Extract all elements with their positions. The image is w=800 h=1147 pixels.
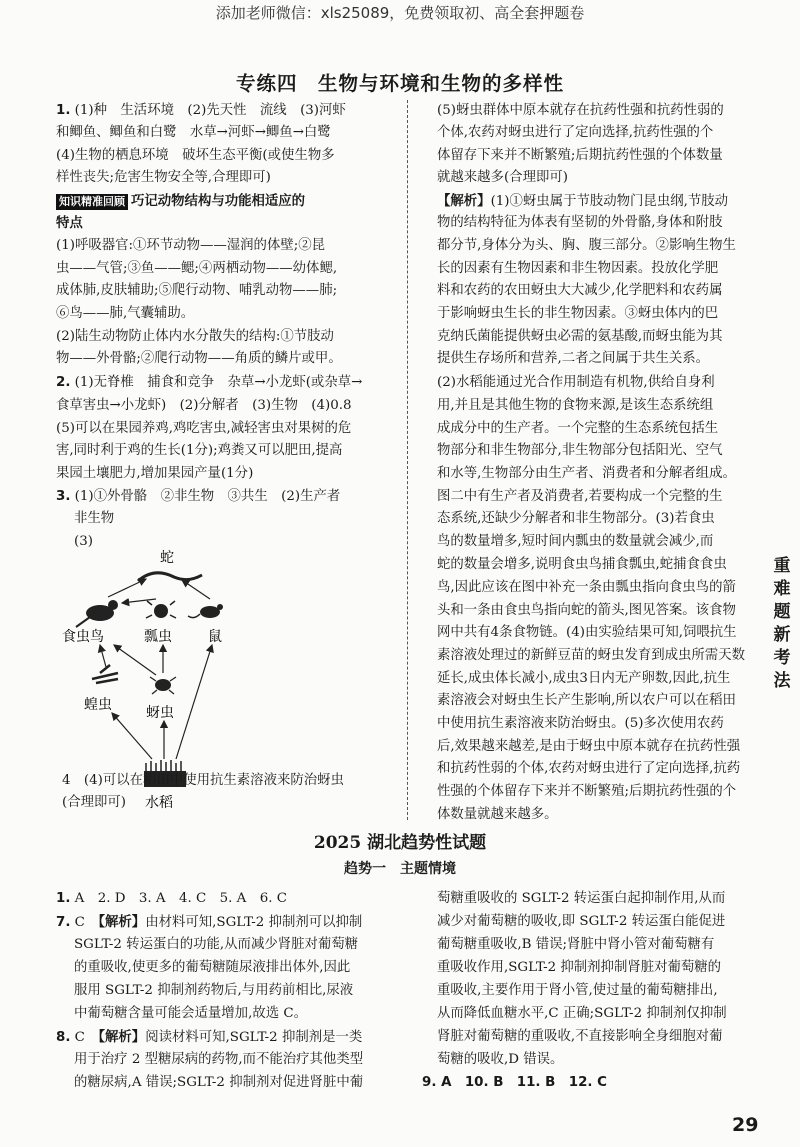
page-title: 专练四 生物与环境和生物的多样性 bbox=[235, 72, 564, 95]
page-header: 添加老师微信：xls25089，免费领取初、高全套押题卷 bbox=[215, 4, 585, 22]
right-line: 中使用抗生素溶液来防治蚜虫。(5)多次使用农药 bbox=[437, 716, 724, 731]
snake-icon bbox=[138, 573, 202, 581]
q3-line: 4 (4)可以在稻田中使用抗生素溶液来防治蚜虫 bbox=[62, 773, 344, 788]
tip-badge: 知识精准回顾 bbox=[56, 194, 128, 210]
q8-continued-line: 萄糖重吸收的 SGLT-2 转运蛋白起抑制作用,从而 bbox=[437, 891, 726, 906]
locust-icon bbox=[92, 665, 118, 683]
q3-line: (合理即可) bbox=[62, 795, 127, 810]
q8-line: 的糖尿病,A 错误;SGLT-2 抑制剂对促进肾脏中葡 bbox=[74, 1075, 364, 1090]
right-line: 网中共有4条食物链。(4)由实验结果可知,饲喂抗生 bbox=[437, 625, 737, 640]
right-line: 个体,农药对蚜虫进行了定向选择,抗药性强的个 bbox=[437, 125, 714, 140]
q1-line: 1. (1)种 生活环境 (2)先天性 流线 (3)河虾 bbox=[56, 103, 346, 118]
right-line: (2)水稻能通过光合作用制造有机物,供给自身利 bbox=[437, 375, 715, 390]
tip-line: (1)呼吸器官:①环节动物——湿润的体壁;②昆 bbox=[56, 238, 326, 253]
q3-line: 3. (1)①外骨骼 ②非生物 ③共生 (2)生产者 bbox=[56, 489, 341, 504]
node-aphid-label: 蚜虫 bbox=[146, 705, 174, 721]
right-line: 素溶液会对蚜虫生长产生影响,所以农户可以在稻田 bbox=[437, 693, 736, 708]
right-line: 性强的个体留存下来并不断繁殖;后期抗药性强的个 bbox=[437, 784, 737, 799]
right-line: 体留存下来并不断繁殖;后期抗药性强的个体数量 bbox=[437, 148, 723, 163]
q8-continued-line: 减少对葡萄糖的吸收,即 SGLT-2 转运蛋白能促进 bbox=[437, 914, 726, 929]
q1-line: 和鲫鱼、鲫鱼和白鹭 水草→河虾→鲫鱼→白鹭 bbox=[56, 125, 331, 140]
right-line: 用,并且是其他生物的食物来源,是该生态系统组 bbox=[437, 398, 714, 413]
q2-line: 果园土壤肥力,增加果园产量(1分) bbox=[56, 466, 254, 481]
q7-line: 服用 SGLT-2 抑制剂药物后,与用药前相比,尿液 bbox=[74, 983, 354, 998]
right-line: 头和一条由食虫鸟指向蛇的箭头,图见答案。该食物 bbox=[437, 603, 736, 618]
arrow-ladybug-bird bbox=[122, 599, 156, 603]
q8-continued-line: 肾脏对葡萄糖的重吸收,不直接影响全身细胞对葡 bbox=[437, 1029, 723, 1044]
right-line: 延长,成虫体长减小,成虫3日内无产卵数,因此,抗生 bbox=[437, 671, 731, 686]
arrow-rice-mouse bbox=[176, 645, 212, 759]
right-line: (5)蚜虫群体中原本就存在抗药性强和抗药性弱的 bbox=[437, 103, 724, 118]
arrow-bird-snake bbox=[108, 579, 146, 597]
answer-line: 9. A 10. B 11. B 12. C bbox=[422, 1075, 607, 1090]
node-ladybug-label: 瓢虫 bbox=[144, 629, 172, 645]
node-snake-label: 蛇 bbox=[160, 550, 174, 566]
right-line: 素溶液处理过的新鲜豆苗的蚜虫发育到成虫所需天数 bbox=[437, 648, 745, 663]
right-line: 就越来越多(合理即可) bbox=[437, 170, 568, 185]
q2-line: 2. (1)无脊椎 捕食和竞争 杂草→小龙虾(或杂草→ bbox=[56, 375, 363, 390]
arrow-mouse-snake bbox=[182, 580, 210, 599]
column-divider bbox=[407, 100, 408, 820]
q7-line: 的重吸收,使更多的葡萄糖随尿液排出体外,因此 bbox=[74, 960, 351, 975]
node-locust-label: 蝗虫 bbox=[84, 697, 112, 713]
ladybug-icon bbox=[146, 601, 176, 618]
answer-line: 1. A 2. D 3. A 4. C 5. A 6. C bbox=[56, 891, 288, 906]
q8-continued-line: 重吸收作用,SGLT-2 抑制剂抑制肾脏对葡萄糖的 bbox=[437, 960, 722, 975]
right-line: 克纳氏菌能提供蚜虫必需的氨基酸,而蚜虫能为其 bbox=[437, 329, 723, 344]
q1-line: (4)生物的栖息环境 破坏生态平衡(或使生物多 bbox=[56, 148, 335, 163]
q1-line: 样性丧失;危害生物安全等,合理即可) bbox=[56, 170, 271, 185]
arrow-locust-bird bbox=[100, 645, 106, 667]
right-line: 和水等,生物部分由生产者、消费者和分解者组成。 bbox=[437, 466, 736, 481]
tip-line: (2)陆生动物防止体内水分散失的结构:①节肢动 bbox=[56, 329, 334, 344]
right-line: 和抗药性弱的个体,农药对蚜虫进行了定向选择,抗药 bbox=[437, 761, 741, 776]
right-line: 都分节,身体分为头、胸、腹三部分。②影响生物生 bbox=[437, 238, 736, 253]
q7-line: 7. C 【解析】由材料可知,SGLT-2 抑制剂可以抑制 bbox=[56, 914, 363, 930]
right-line: 后,效果越来越差,是由于蚜虫中原本就存在抗药性强 bbox=[437, 739, 741, 754]
right-line: 图二中有生产者及消费者,若要构成一个完整的生 bbox=[437, 489, 723, 504]
right-line: 鸟的数量增多,短时间内瓢虫的数量就会减少,而 bbox=[437, 534, 714, 549]
q2-line: (5)可以在果园养鸡,鸡吃害虫,减轻害虫对果树的危 bbox=[56, 421, 352, 436]
q3-line: 非生物 bbox=[74, 511, 115, 526]
tip-line: 物——外骨骼;②爬行动物——角质的鳞片或甲。 bbox=[56, 351, 342, 366]
right-line: 物部分和非生物部分,非生物部分包括阳光、空气 bbox=[437, 443, 723, 458]
tip-line: 成体肺,皮肤辅助;⑤爬行动物、哺乳动物——肺; bbox=[56, 283, 338, 298]
right-line: 鸟,因此应该在图中补充一条由瓢虫指向食虫鸟的箭 bbox=[437, 580, 736, 595]
right-line: 蛇的数量会增多,说明食虫鸟捕食瓢虫,蛇捕食食虫 bbox=[437, 557, 727, 572]
aphid-icon bbox=[150, 677, 176, 694]
q8-line: 8. C 【解析】阅读材料可知,SGLT-2 抑制剂是一类 bbox=[56, 1029, 363, 1045]
q2-line: 害,同时利于鸡的生长(1分);鸡粪又可以肥田,提高 bbox=[56, 443, 343, 458]
tip-line: ⑥鸟——肺,气囊辅助。 bbox=[56, 306, 195, 321]
right-line: 提供生存场所和营养,二者之间属于共生关系。 bbox=[437, 351, 710, 366]
right-line: 料和农药的农田蚜虫大大减少,化学肥料和农药属 bbox=[437, 283, 723, 298]
right-line: 态系统,还缺少分解者和非生物部分。(3)若食虫 bbox=[437, 511, 715, 526]
right-line: 成成分中的生产者。一个完整的生态系统包括生 bbox=[437, 421, 719, 436]
node-rice-label: 水稻 bbox=[145, 795, 173, 811]
mouse-icon bbox=[188, 604, 223, 618]
node-mouse-label: 鼠 bbox=[208, 629, 222, 645]
node-bird-label: 食虫鸟 bbox=[62, 629, 104, 645]
q3-line: (3) bbox=[74, 534, 93, 549]
q2-line: 食草害虫→小龙虾) (2)分解者 (3)生物 (4)0.8 bbox=[56, 398, 352, 413]
q8-continued-line: 萄糖的吸收,D 错误。 bbox=[437, 1052, 564, 1067]
right-line: 物的结构特征为体表有坚韧的外骨骼,身体和附肢 bbox=[437, 215, 723, 230]
q8-line: 用于治疗 2 型糖尿病的药物,而不能治疗其他类型 bbox=[74, 1052, 364, 1067]
tip-heading: 知识精准回顾 巧记动物结构与功能相适应的 bbox=[56, 190, 305, 212]
q7-line: 中葡萄糖含量可能会适量增加,故选 C。 bbox=[74, 1006, 308, 1021]
section-title: 2025 湖北趋势性试题 bbox=[313, 833, 487, 853]
tip-line: 虫——气管;③鱼——鳃;④两栖动物——幼体鳃, bbox=[56, 261, 338, 276]
right-line: 【解析】(1)①蚜虫属于节肢动物门昆虫纲,节肢动 bbox=[437, 193, 729, 209]
tip-heading: 特点 bbox=[56, 215, 83, 231]
arrow-aphid-bird bbox=[114, 645, 156, 675]
side-tab: 重 难 题 新 考 法 bbox=[773, 556, 791, 691]
right-line: 长的因素有生物因素和非生物因素。投放化学肥 bbox=[437, 261, 719, 276]
page-number: 29 bbox=[732, 1114, 759, 1136]
q7-line: SGLT-2 转运蛋白的功能,从而减少肾脏对葡萄糖 bbox=[74, 937, 359, 952]
q8-continued-line: 从而降低血糖水平,C 正确;SGLT-2 抑制剂仅抑制 bbox=[437, 1006, 727, 1021]
q8-continued-line: 葡萄糖重吸收,B 错误;肾脏中肾小管对葡萄糖有 bbox=[437, 937, 715, 952]
right-line: 体数量就越来越多。 bbox=[437, 807, 558, 822]
q8-continued-line: 重吸收,主要作用于肾小管,使过量的葡萄糖排出, bbox=[437, 983, 718, 998]
bird-icon bbox=[76, 600, 118, 627]
subsection-title: 趋势一 主题情境 bbox=[344, 861, 456, 877]
right-line: 于影响蚜虫生长的非生物因素。③蚜虫体内的巴 bbox=[437, 306, 719, 321]
